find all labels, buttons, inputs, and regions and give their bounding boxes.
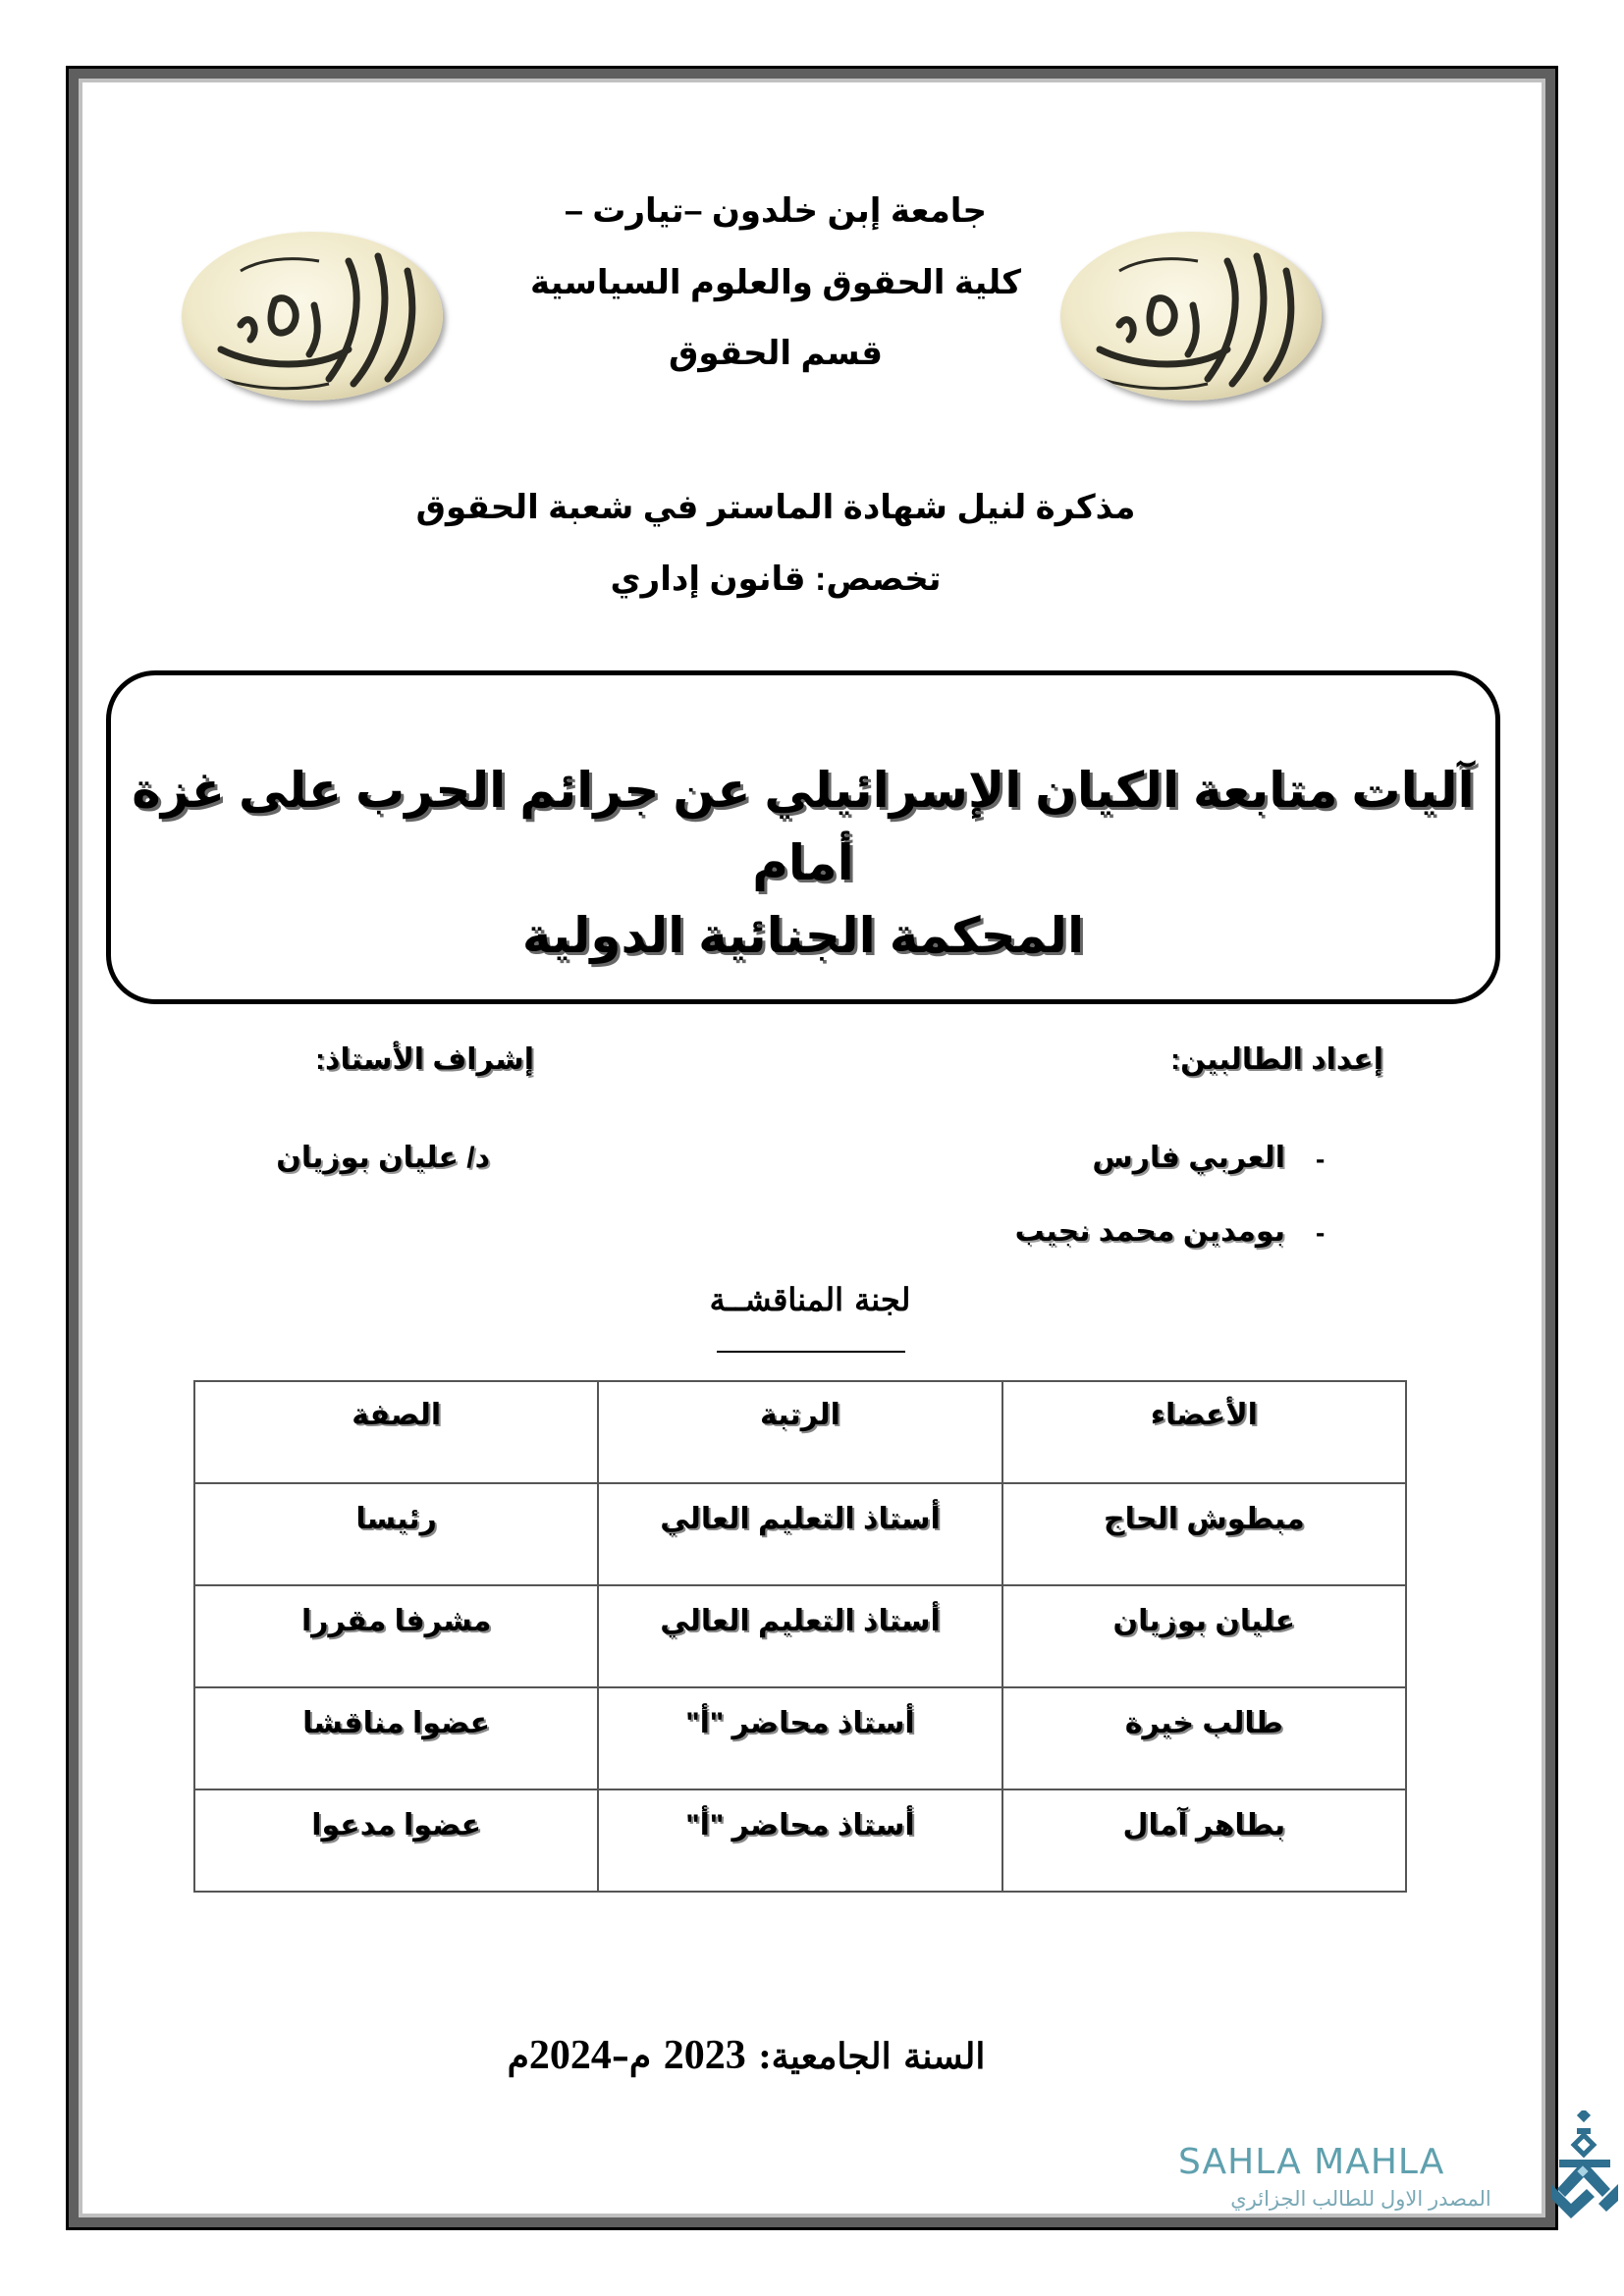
watermark-brand: SAHLA MAHLA xyxy=(1178,2142,1445,2182)
student-name-1: العربي فارس xyxy=(1092,1142,1285,1174)
academic-year xyxy=(471,2032,1021,2079)
member-rank: أستاذ التعليم العالي xyxy=(598,1585,1001,1687)
member-name: بطاهر آمال xyxy=(1002,1789,1406,1892)
member-name: مبطوش الحاج xyxy=(1002,1483,1406,1585)
member-name: طالب خيرة xyxy=(1002,1687,1406,1789)
member-role: عضوا مدعوا xyxy=(194,1789,598,1892)
table-row xyxy=(194,1687,1406,1789)
academic-year-end: 2024 xyxy=(528,2033,612,2078)
table-row xyxy=(194,1483,1406,1585)
bullet-dash: - xyxy=(1316,1217,1326,1248)
committee-table xyxy=(193,1380,1407,1893)
university-logo-right xyxy=(1060,232,1322,400)
column-header-members: الأعضاء xyxy=(1002,1381,1406,1483)
specialty-line: تخصص: قانون إداري xyxy=(610,561,942,598)
member-name: عليان بوزيان xyxy=(1002,1585,1406,1687)
member-rank: أستاذ محاضر "أ" xyxy=(598,1789,1001,1892)
department-name: قسم الحقوق xyxy=(668,335,884,372)
member-role: عضوا مناقشا xyxy=(194,1687,598,1789)
thesis-title-line-1: آليات متابعة الكيان الإسرائيلي عن جرائم الحرب على غزة أمام xyxy=(132,763,1475,890)
table-row xyxy=(194,1585,1406,1687)
committee-title-underline xyxy=(717,1351,905,1353)
university-name: جامعة إبن خلدون –تيارت – xyxy=(564,192,988,230)
academic-year-start: 2023 xyxy=(663,2033,746,2078)
thesis-title-line-2: المحكمة الجنائية الدولية xyxy=(521,908,1085,963)
member-role: رئيسا xyxy=(194,1483,598,1585)
academic-year-label: السنة الجامعية: xyxy=(758,2036,986,2077)
bullet-dash: - xyxy=(1316,1144,1326,1174)
faculty-name: كلية الحقوق والعلوم السياسية xyxy=(529,264,1022,301)
table-row xyxy=(194,1789,1406,1892)
thesis-title xyxy=(111,754,1495,972)
table-header-row xyxy=(194,1381,1406,1483)
supervisor-label: إشراف الأستاذ: xyxy=(315,1043,534,1076)
member-rank: أستاذ التعليم العالي xyxy=(598,1483,1001,1585)
column-header-role: الصفة xyxy=(194,1381,598,1483)
university-logo-left xyxy=(182,232,443,400)
calligraphy-icon xyxy=(182,232,443,400)
member-role: مشرفا مقررا xyxy=(194,1585,598,1687)
degree-line: مذكرة لنيل شهادة الماستر في شعبة الحقوق xyxy=(415,489,1136,526)
calligraphy-icon xyxy=(1060,232,1322,400)
thesis-title-box xyxy=(106,670,1500,1004)
student-name-2: بومدين محمد نجيب xyxy=(1014,1215,1285,1248)
sahla-mahla-logo-icon xyxy=(1551,2110,1618,2223)
committee-title: لجنة المناقشــة xyxy=(709,1281,911,1318)
academic-year-suffix: م xyxy=(507,2036,529,2077)
supervisor-name: د/ عليان بوزيان xyxy=(276,1142,490,1174)
academic-year-separator: م– xyxy=(611,2036,652,2077)
member-rank: أستاذ محاضر "أ" xyxy=(598,1687,1001,1789)
watermark-tagline: المصدر الاول للطالب الجزائري xyxy=(1230,2188,1491,2211)
column-header-rank: الرتبة xyxy=(598,1381,1001,1483)
students-label: إعداد الطالبين: xyxy=(1170,1043,1383,1076)
